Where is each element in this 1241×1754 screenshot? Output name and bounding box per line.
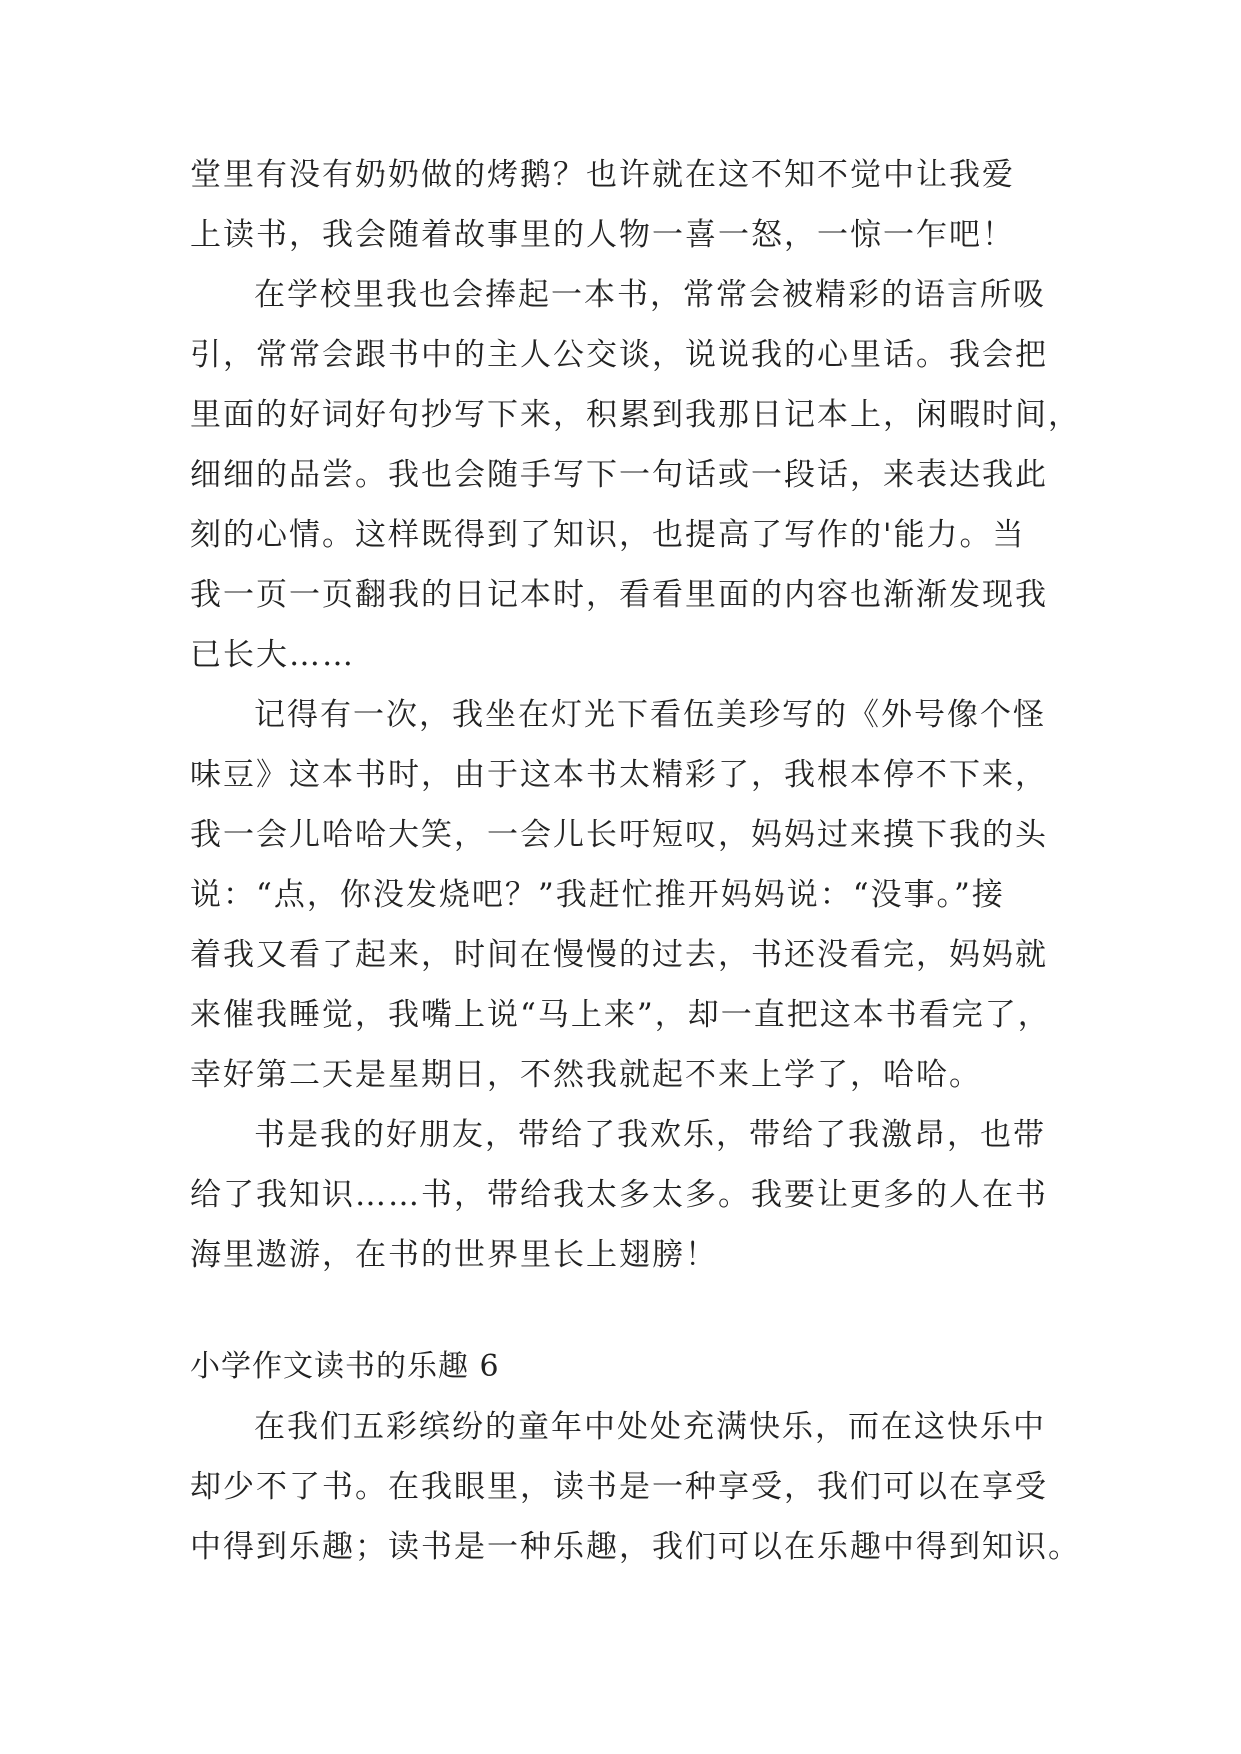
text-line: 堂里有没有奶奶做的烤鹅？也许就在这不知不觉中让我爱 — [190, 157, 1015, 193]
text-line: 记得有一次，我坐在灯光下看伍美珍写的《外号像个怪 — [254, 697, 1046, 733]
text-line: 已长大…… — [190, 637, 355, 673]
text-line: 中得到乐趣；读书是一种乐趣，我们可以在乐趣中得到知识。 — [190, 1529, 1081, 1565]
text-line: 味豆》这本书时，由于这本书太精彩了，我根本停不下来， — [190, 757, 1048, 793]
paragraph-new-section — [190, 1407, 1081, 1567]
paragraph-continued — [190, 155, 1060, 255]
text-line: 来催我睡觉，我嘴上说“马上来”，却一直把这本书看完了， — [190, 997, 1051, 1033]
text-line: 上读书，我会随着故事里的人物一喜一怒，一惊一乍吧！ — [190, 217, 1015, 253]
section-spacer — [190, 1295, 1060, 1347]
text-line: 在学校里我也会捧起一本书，常常会被精彩的语言所吸 — [254, 277, 1046, 313]
text-line: 里面的好词好句抄写下来，积累到我那日记本上，闲暇时间， — [190, 397, 1081, 433]
paragraph-memory — [190, 695, 1060, 1095]
paragraph-conclusion — [190, 1115, 1060, 1275]
text-line: 我一页一页翻我的日记本时，看看里面的内容也渐渐发现我 — [190, 577, 1048, 613]
text-line: 说：“点，你没发烧吧？”我赶忙推开妈妈说：“没事。”接 — [190, 877, 1005, 913]
section-heading: 小学作文读书的乐趣 6 — [190, 1349, 500, 1384]
text-line: 在我们五彩缤纷的童年中处处充满快乐，而在这快乐中 — [254, 1409, 1046, 1445]
text-line: 细细的品尝。我也会随手写下一句话或一段话，来表达我此 — [190, 457, 1048, 493]
text-line: 书是我的好朋友，带给了我欢乐，带给了我激昂，也带 — [254, 1117, 1046, 1153]
paragraph-school — [190, 275, 1081, 675]
text-line: 我一会儿哈哈大笑，一会儿长吁短叹，妈妈过来摸下我的头 — [190, 817, 1048, 853]
text-line: 着我又看了起来，时间在慢慢的过去，书还没看完，妈妈就 — [190, 937, 1048, 973]
text-line: 引，常常会跟书中的主人公交谈，说说我的心里话。我会把 — [190, 337, 1048, 373]
text-line: 给了我知识……书，带给我太多太多。我要让更多的人在书 — [190, 1177, 1048, 1213]
text-line: 幸好第二天是星期日，不然我就起不来上学了，哈哈。 — [190, 1057, 982, 1093]
document-body — [190, 155, 1081, 1587]
text-line: 却少不了书。在我眼里，读书是一种享受，我们可以在享受 — [190, 1469, 1048, 1505]
text-line: 刻的心情。这样既得到了知识，也提高了写作的'能力。当 — [190, 517, 1026, 553]
text-line: 海里遨游，在书的世界里长上翅膀！ — [190, 1237, 718, 1273]
